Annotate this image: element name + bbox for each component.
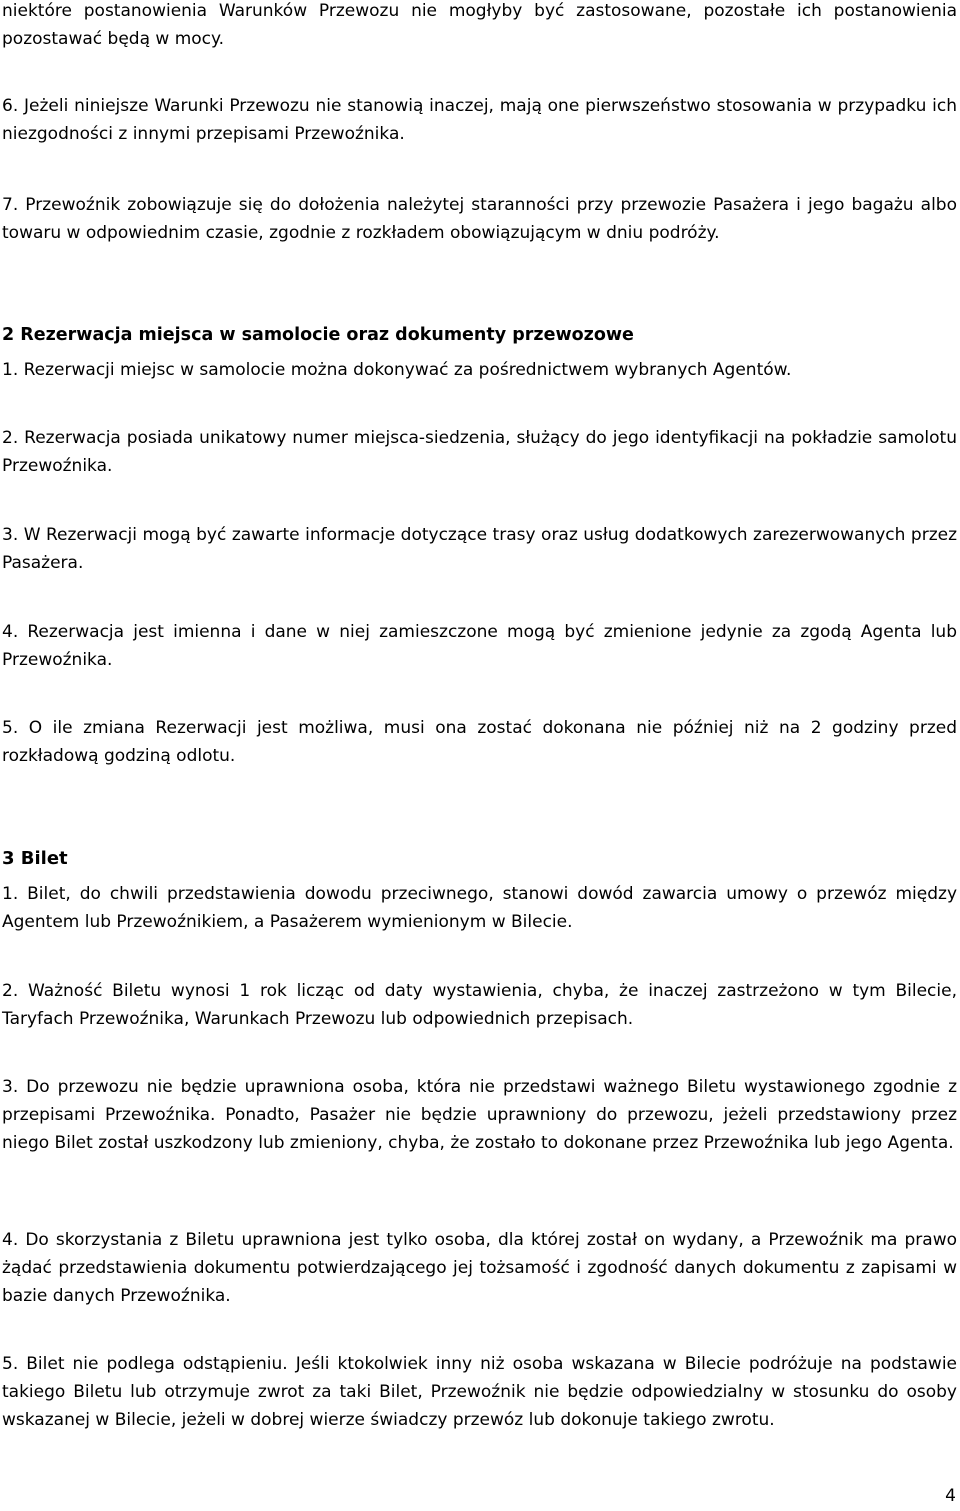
paragraph-section3-item-3: 3. Do przewozu nie będzie uprawniona osoba, która nie przedstawi ważnego Biletu wystawionego zgodnie z przepisami Przewoźnika. Ponadto, Pasażer nie będzie uprawniony do przewozu, jeżeli przedstawiony przez niego Bilet został uszkodzony lub zmieniony, chyba, że zostało to dokonane przez Przewoźnika lub jego Agenta. xyxy=(2,1077,957,1154)
paragraph-section3-item-4: 4. Do skorzystania z Biletu uprawniona jest tylko osoba, dla której został on wydany, a Przewoźnik ma prawo żądać przedstawienia dokumentu potwierdzającego jej tożsamość i zgodność danych dokumentu z zapisami w bazie danych Przewoźnika. xyxy=(2,1230,957,1307)
paragraph-section2-item-3: 3. W Rezerwacji mogą być zawarte informacje dotyczące trasy oraz usług dodatkowych zarezerwowanych przez Pasażera. xyxy=(2,525,957,574)
paragraph-section2-item-5: 5. O ile zmiana Rezerwacji jest możliwa, musi ona zostać dokonana nie później niż na 2 godziny przed rozkładową godziną odlotu. xyxy=(2,718,957,767)
section-3-heading: 3 Bilet xyxy=(2,848,68,869)
paragraph-section3-item-5: 5. Bilet nie podlega odstąpieniu. Jeśli ktokolwiek inny niż osoba wskazana w Bilecie podróżuje na podstawie takiego Biletu lub otrzymuje zwrot za taki Bilet, Przewoźnik nie będzie odpowiedzialny w stosunku do osoby wskazanej w Bilecie, jeżeli w dobrej wierze świadczy przewóz lub dokonuje takiego zwrotu. xyxy=(2,1354,957,1431)
paragraph-section2-item-2: 2. Rezerwacja posiada unikatowy numer miejsca-siedzenia, służący do jego identyfikacji na pokładzie samolotu Przewoźnika. xyxy=(2,428,957,477)
paragraph-section1-item-6: 6. Jeżeli niniejsze Warunki Przewozu nie stanowią inaczej, mają one pierwszeństwo stosowania w przypadku ich niezgodności z innymi przepisami Przewoźnika. xyxy=(2,96,957,145)
paragraph-section3-item-2: 2. Ważność Biletu wynosi 1 rok licząc od daty wystawienia, chyba, że inaczej zastrzeżono w tym Bilecie, Taryfach Przewoźnika, Warunkach Przewozu lub odpowiednich przepisach. xyxy=(2,981,957,1030)
paragraph-section2-item-1: 1. Rezerwacji miejsc w samolocie można dokonywać za pośrednictwem wybranych Agentów. xyxy=(2,360,792,380)
paragraph-section1-item-7: 7. Przewoźnik zobowiązuje się do dołożenia należytej staranności przy przewozie Pasażera i jego bagażu albo towaru w odpowiednim czasie, zgodnie z rozkładem obowiązującym w dniu podróży. xyxy=(2,195,957,244)
page-number: 4 xyxy=(945,1486,956,1506)
paragraph-section3-item-1: 1. Bilet, do chwili przedstawienia dowodu przeciwnego, stanowi dowód zawarcia umowy o przewóz między Agentem lub Przewoźnikiem, a Pasażerem wymienionym w Bilecie. xyxy=(2,884,957,933)
continuation-paragraph: niektóre postanowienia Warunków Przewozu nie mogłyby być zastosowane, pozostałe ich postanowienia pozostawać będą w mocy. xyxy=(2,1,957,50)
paragraph-section2-item-4: 4. Rezerwacja jest imienna i dane w niej zamieszczone mogą być zmienione jedynie za zgodą Agenta lub Przewoźnika. xyxy=(2,622,957,671)
section-2-heading: 2 Rezerwacja miejsca w samolocie oraz dokumenty przewozowe xyxy=(2,325,634,345)
